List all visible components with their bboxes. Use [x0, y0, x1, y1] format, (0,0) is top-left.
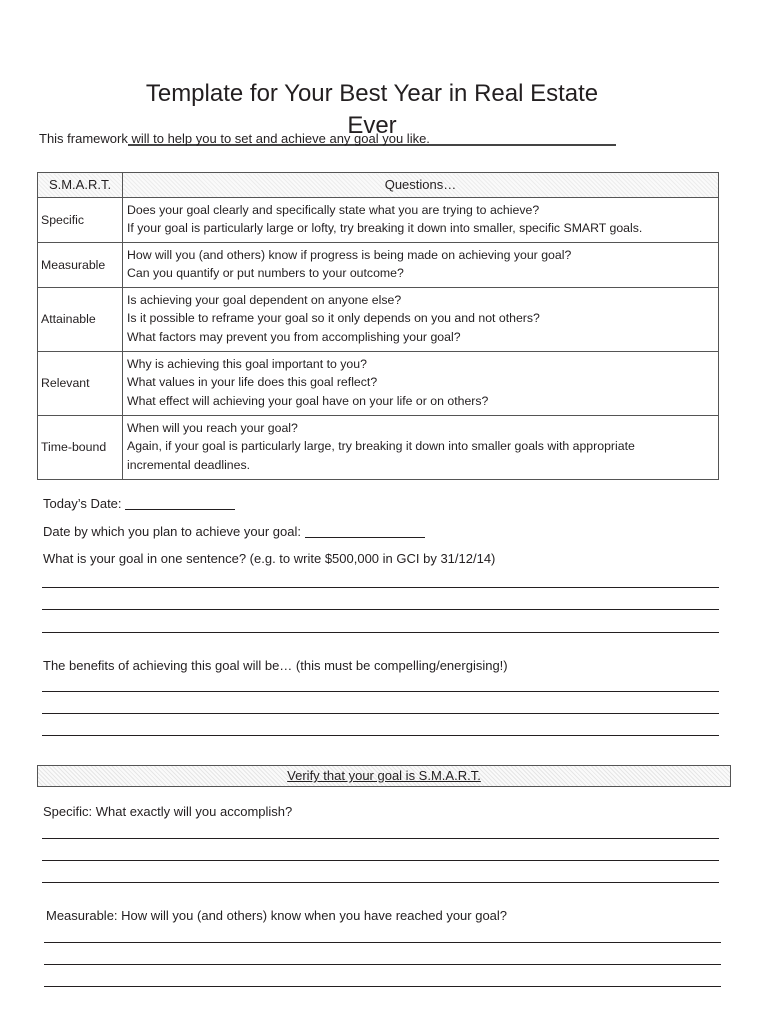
header-term: S.M.A.R.T.	[38, 173, 123, 198]
question-line: Why is achieving this goal important to you?	[127, 356, 367, 371]
specific-label: Specific: What exactly will you accomplish?	[43, 804, 293, 819]
smart-term: Measurable	[38, 243, 123, 288]
smart-questions	[123, 288, 719, 352]
smart-term: Time-bound	[38, 416, 123, 480]
question-line: What effect will achieving your goal have on your life or on others?	[127, 393, 489, 408]
todays-date-field	[43, 495, 235, 511]
goal-input-line[interactable]	[42, 632, 719, 633]
specific-input-line[interactable]	[42, 882, 719, 883]
verify-heading-bar	[37, 765, 731, 787]
verify-heading: Verify that your goal is S.M.A.R.T.	[287, 768, 481, 783]
question-line: When will you reach your goal?	[127, 420, 298, 435]
question-line: Is achieving your goal dependent on anyone else?	[127, 292, 402, 307]
smart-row-time-bound	[38, 416, 719, 480]
smart-row-relevant	[38, 352, 719, 416]
target-date-input[interactable]	[305, 523, 425, 538]
measurable-input-line[interactable]	[44, 964, 721, 965]
specific-input-line[interactable]	[42, 860, 719, 861]
benefits-input-line[interactable]	[42, 691, 719, 692]
smart-row-measurable	[38, 243, 719, 288]
question-line: How will you (and others) know if progress is being made on achieving your goal?	[127, 247, 572, 262]
smart-table-header	[38, 173, 719, 198]
question-line: Again, if your goal is particularly large, try breaking it down into smaller goals with appropriate	[127, 439, 635, 454]
smart-term: Attainable	[38, 288, 123, 352]
smart-row-attainable	[38, 288, 719, 352]
goal-input-line[interactable]	[42, 587, 719, 588]
smart-questions	[123, 198, 719, 243]
measurable-label: Measurable: How will you (and others) know when you have reached your goal?	[46, 908, 508, 923]
target-date-field	[43, 523, 425, 539]
measurable-input-line[interactable]	[44, 986, 721, 987]
benefits-input-line[interactable]	[42, 735, 719, 736]
intro-text: This framework will to help you to set and achieve any goal you like.	[39, 131, 430, 146]
question-line: Is it possible to reframe your goal so it only depends on you and not others?	[127, 311, 540, 326]
question-line: What factors may prevent you from accomplishing your goal?	[127, 329, 461, 344]
page-title: Template for Your Best Year in Real Estate Ever	[128, 78, 616, 146]
smart-term: Specific	[38, 198, 123, 243]
smart-term: Relevant	[38, 352, 123, 416]
question-line: incremental deadlines.	[127, 457, 251, 472]
smart-questions	[123, 416, 719, 480]
smart-row-specific	[38, 198, 719, 243]
smart-questions	[123, 243, 719, 288]
goal-input-line[interactable]	[42, 609, 719, 610]
benefits-label: The benefits of achieving this goal will be… (this must be compelling/energising!)	[43, 658, 508, 673]
smart-questions	[123, 352, 719, 416]
question-line: Can you quantify or put numbers to your outcome?	[127, 266, 404, 280]
todays-date-label: Today’s Date:	[43, 496, 122, 511]
smart-table	[37, 172, 719, 480]
target-date-label: Date by which you plan to achieve your goal:	[43, 524, 301, 539]
question-line: What values in your life does this goal reflect?	[127, 375, 378, 390]
benefits-input-line[interactable]	[42, 713, 719, 714]
question-line: If your goal is particularly large or lofty, try breaking it down into smaller, specific SMART goals.	[127, 221, 643, 235]
goal-label: What is your goal in one sentence? (e.g. to write $500,000 in GCI by 31/12/14)	[43, 551, 496, 566]
header-questions: Questions…	[123, 173, 719, 198]
measurable-input-line[interactable]	[44, 942, 721, 943]
todays-date-input[interactable]	[125, 495, 235, 510]
question-line: Does your goal clearly and specifically state what you are trying to achieve?	[127, 202, 540, 217]
specific-input-line[interactable]	[42, 838, 719, 839]
